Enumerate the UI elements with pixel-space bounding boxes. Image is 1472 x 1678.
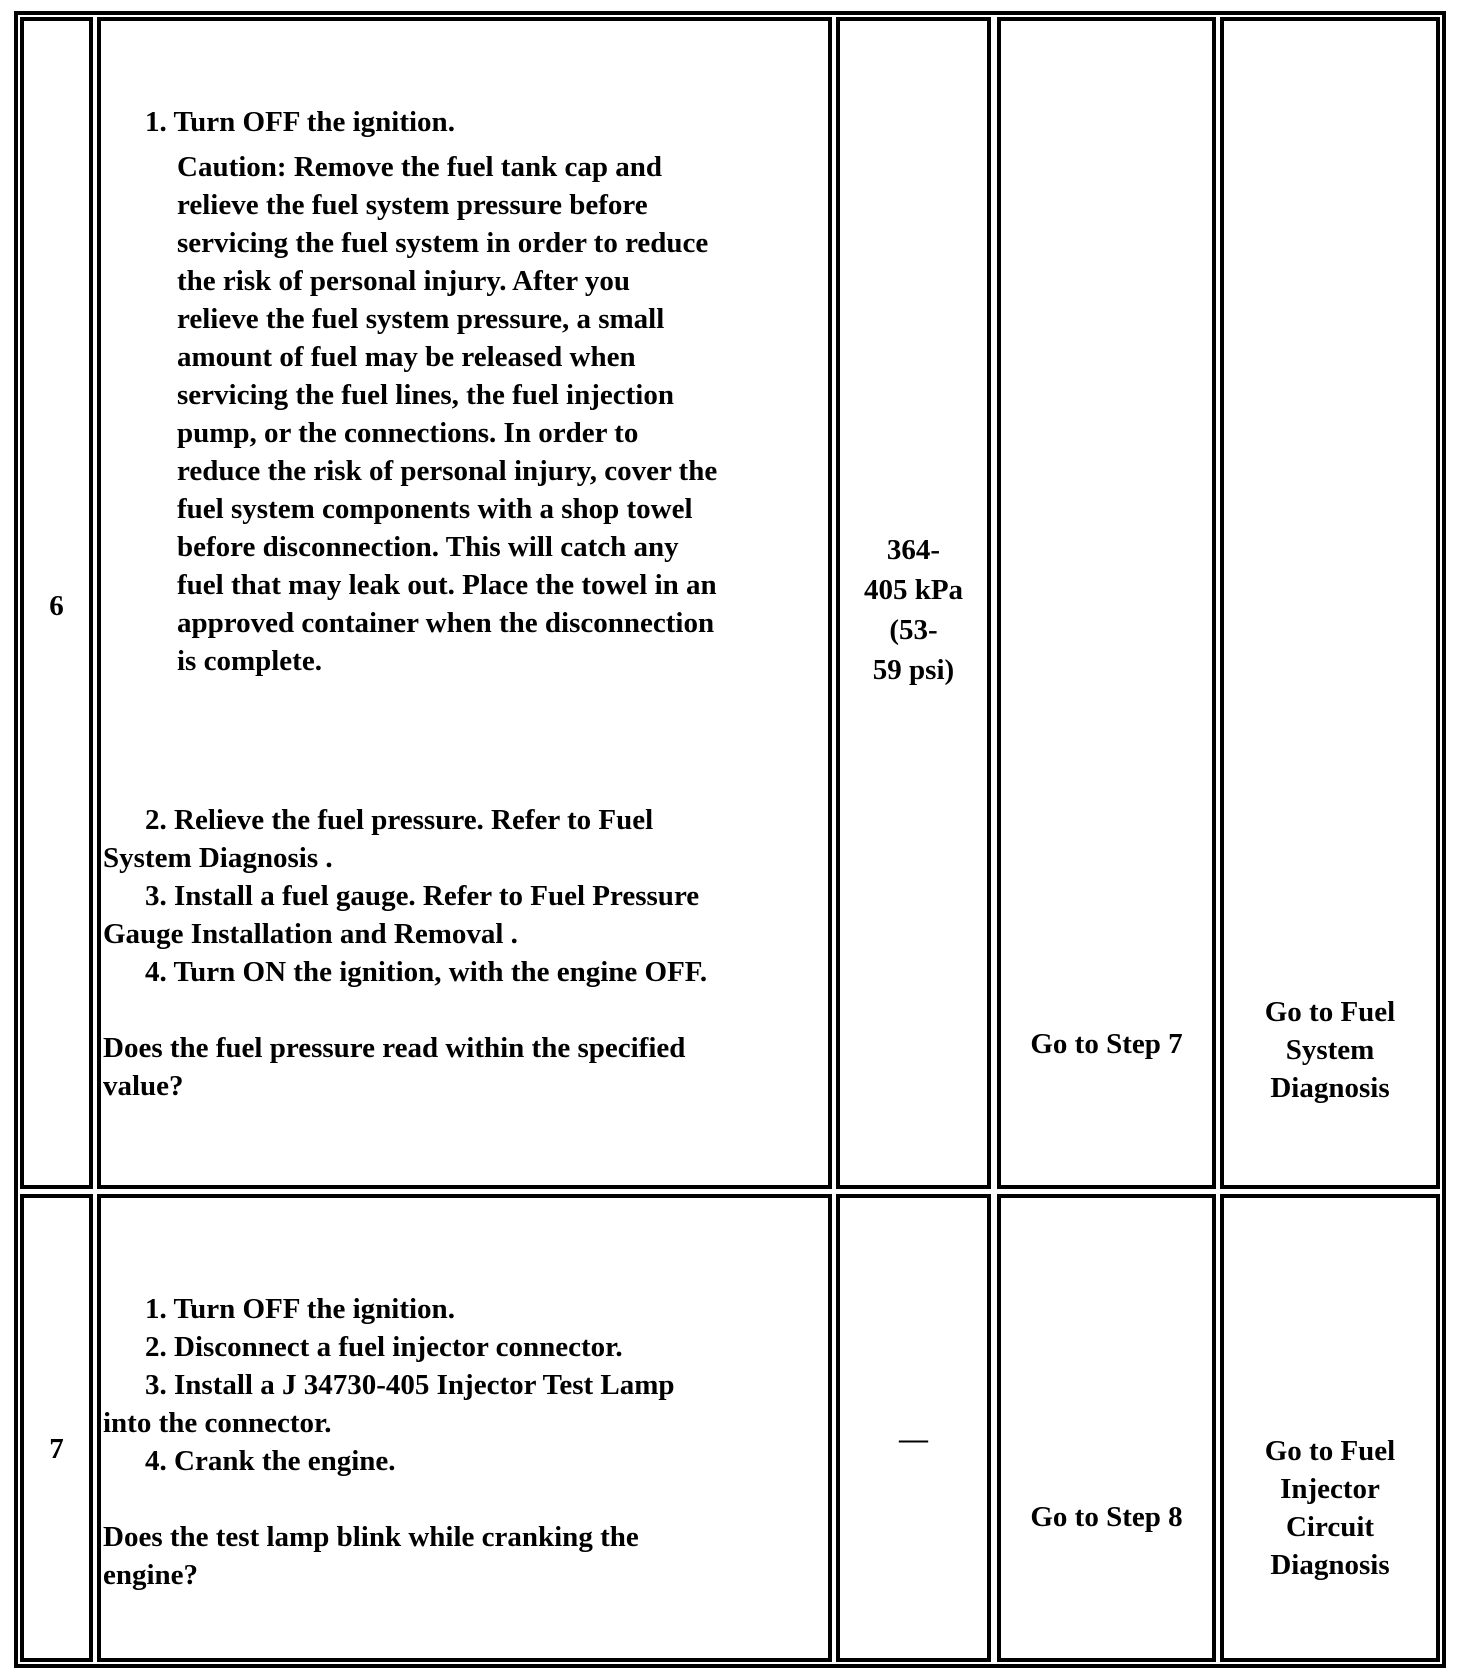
value-cell — [836, 17, 991, 1189]
caution-line: amount of fuel may be released when — [177, 341, 636, 373]
step-number: 7 — [49, 1433, 64, 1465]
action-step-item-cont: System Diagnosis . — [103, 842, 333, 874]
action-step-item: 1. Turn OFF the ignition. — [145, 106, 455, 138]
caution-line: relieve the fuel system pressure before — [177, 189, 648, 221]
no-action-line: Circuit — [1285, 1511, 1375, 1543]
action-step-item-cont: into the connector. — [103, 1407, 332, 1439]
no-cell — [1220, 17, 1440, 1189]
action-step-item: 2. Disconnect a fuel injector connector. — [145, 1331, 623, 1363]
no-action-line: Go to Fuel — [1264, 996, 1396, 1028]
caution-line: servicing the fuel lines, the fuel injection — [177, 379, 674, 411]
step-cell — [20, 17, 93, 1189]
action-cell — [97, 1194, 832, 1662]
no-action-line: Injector — [1280, 1473, 1380, 1505]
diagnostic-table — [14, 11, 1446, 1668]
caution-line: fuel that may leak out. Place the towel in an — [177, 569, 717, 601]
action-step-item: 2. Relieve the fuel pressure. Refer to Fuel — [145, 804, 654, 836]
action-question: Does the fuel pressure read within the specified — [103, 1032, 686, 1064]
action-step-item: 1. Turn OFF the ignition. — [145, 1293, 455, 1325]
value-not-applicable: — — [899, 1423, 928, 1455]
caution-line: reduce the risk of personal injury, cover the — [177, 455, 718, 487]
action-question-cont: engine? — [103, 1559, 199, 1591]
yes-action: Go to Step 8 — [1030, 1501, 1183, 1533]
value-line: (53- — [889, 614, 938, 646]
caution-line: servicing the fuel system in order to reduce — [177, 227, 709, 259]
caution-line: pump, or the connections. In order to — [177, 417, 639, 449]
value-cell — [836, 1194, 991, 1662]
caution-line: fuel system components with a shop towel — [177, 493, 693, 525]
caution-line: relieve the fuel system pressure, a small — [177, 303, 665, 335]
caution-line: Caution: Remove the fuel tank cap and — [177, 151, 662, 183]
caution-line: before disconnection. This will catch any — [177, 531, 679, 563]
step-cell — [20, 1194, 93, 1662]
value-line: 405 kPa — [863, 574, 964, 606]
yes-action: Go to Step 7 — [1030, 1028, 1183, 1060]
action-step-item: 3. Install a J 34730-405 Injector Test Lamp — [145, 1369, 675, 1401]
no-cell — [1220, 1194, 1440, 1662]
action-question-cont: value? — [103, 1070, 184, 1102]
action-step-item: 3. Install a fuel gauge. Refer to Fuel Pressure — [145, 880, 700, 912]
caution-line: approved container when the disconnection — [177, 607, 715, 639]
yes-cell — [997, 1194, 1216, 1662]
value-line: 364- — [886, 534, 941, 566]
step-number: 6 — [49, 590, 64, 622]
no-action-line: Go to Fuel — [1264, 1435, 1396, 1467]
yes-cell — [997, 17, 1216, 1189]
value-line: 59 psi) — [872, 654, 955, 686]
caution-line: the risk of personal injury. After you — [177, 265, 630, 297]
action-question: Does the test lamp blink while cranking the — [103, 1521, 639, 1553]
action-cell — [97, 17, 832, 1189]
caution-line: is complete. — [177, 645, 322, 677]
action-step-item: 4. Turn ON the ignition, with the engine OFF. — [145, 956, 708, 988]
no-action-line: Diagnosis — [1270, 1072, 1390, 1104]
no-action-line: Diagnosis — [1270, 1549, 1390, 1581]
no-action-line: System — [1285, 1034, 1375, 1066]
action-step-item-cont: Gauge Installation and Removal . — [103, 918, 518, 950]
action-step-item: 4. Crank the engine. — [145, 1445, 396, 1477]
